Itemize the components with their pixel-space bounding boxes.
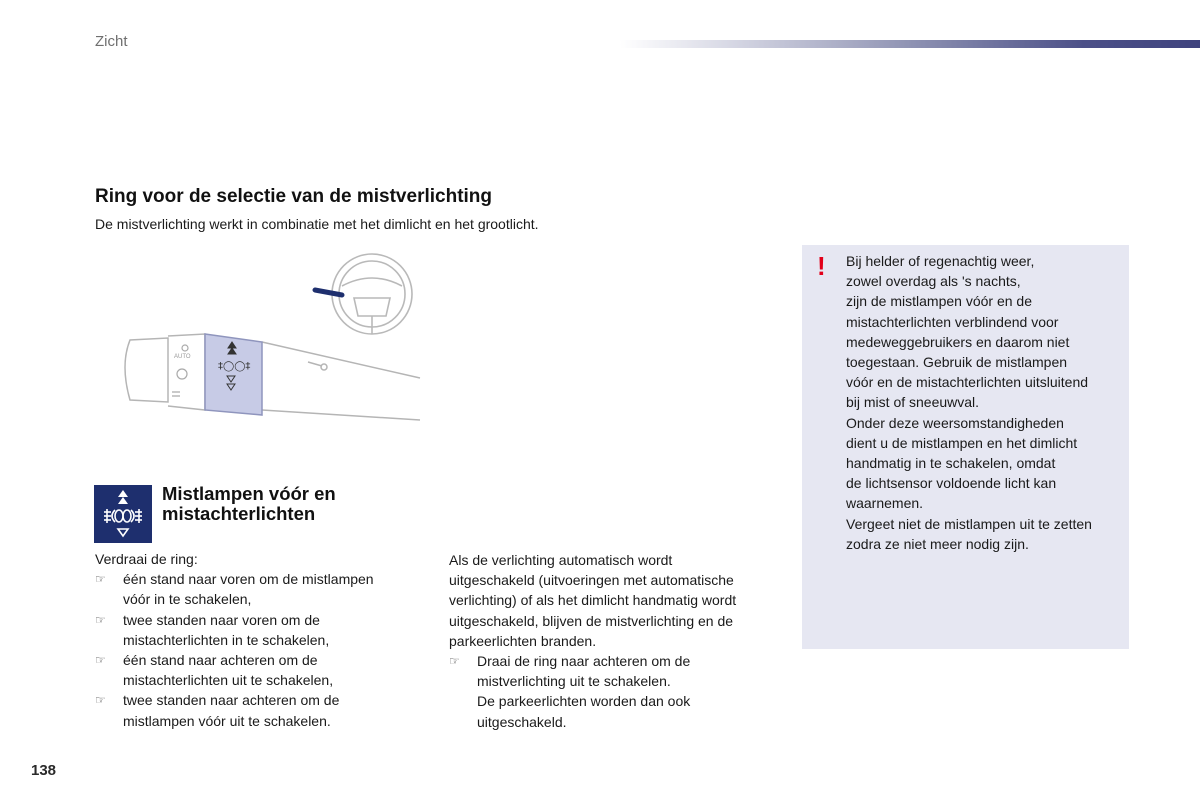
middle-column: [449, 550, 779, 732]
light-symbols-icon: [172, 345, 188, 396]
warning-line: Vergeet niet de mistlampen uit te zetten: [846, 515, 1092, 532]
list-item-text: uitgeschakeld.: [477, 713, 567, 730]
left-lead: Verdraai de ring:: [95, 551, 198, 567]
page-number: 138: [31, 762, 57, 779]
warning-icon: !: [817, 251, 826, 281]
warning-line: de lichtsensor voldoende licht kan: [846, 475, 1057, 492]
warning-line: Bij helder of regenachtig weer,: [846, 253, 1035, 269]
warning-line: vóór en de mistachterlichten uitsluitend: [846, 374, 1089, 391]
list-item-text: mistlampen vóór uit te schakelen.: [123, 712, 331, 729]
warning-text: [846, 251, 1126, 554]
pointing-hand-icon: ☞: [95, 572, 106, 587]
warning-line: dient u de mistlampen en het dimlicht: [846, 434, 1078, 451]
list-item-text: één stand naar achteren om de: [123, 652, 318, 669]
stalk-indicator-icon: [315, 290, 342, 295]
paragraph-line: verlichting) of als het dimlicht handmatig wordt: [449, 592, 737, 609]
list-item-text: mistverlichting uit te schakelen.: [477, 673, 671, 690]
list-item-text: twee standen naar achteren om de: [123, 692, 340, 709]
warning-line: waarnemen.: [846, 495, 924, 512]
paragraph-line: parkeerlichten branden.: [449, 632, 597, 649]
list-item: [95, 569, 415, 609]
list-item: [95, 650, 415, 690]
header-gradient-bar: [620, 40, 1200, 48]
fog-light-ring-illustration: [110, 250, 430, 440]
list-item-text: mistachterlichten uit te schakelen,: [123, 672, 334, 689]
warning-line: bij mist of sneeuwval.: [846, 394, 980, 411]
pointing-hand-icon: ☞: [95, 612, 106, 627]
warning-box: [802, 245, 1129, 649]
list-item-text: Draai de ring naar achteren om de: [477, 653, 691, 670]
warning-line: medeweggebruikers en daarom niet: [846, 333, 1070, 350]
list-item-text: De parkeerlichten worden dan ook: [477, 693, 691, 710]
warning-line: zowel overdag als 's nachts,: [846, 273, 1021, 290]
subsection-title-line: Mistlampen vóór en: [162, 483, 336, 504]
warning-line: zijn de mistlampen vóór en de: [846, 293, 1032, 310]
paragraph-line: uitgeschakeld (uitvoeringen met automatische: [449, 572, 734, 589]
auto-label: AUTO: [174, 354, 191, 360]
list-item-text: mistachterlichten in te schakelen,: [123, 631, 330, 648]
warning-line: mistachterlichten verblindend voor: [846, 313, 1059, 330]
warning-line: zodra ze niet meer nodig zijn.: [846, 535, 1029, 552]
list-item: [449, 651, 779, 732]
paragraph-line: uitgeschakeld, blijven de mistverlichting en de: [449, 612, 734, 629]
light-stalk-icon: [125, 334, 420, 420]
list-item-text: vóór in te schakelen,: [123, 591, 252, 608]
list-item-text: één stand naar voren om de mistlampen: [123, 571, 374, 588]
intro-text: De mistverlichting werkt in combinatie met het dimlicht en het grootlicht.: [95, 216, 539, 232]
paragraph-line: Als de verlichting automatisch wordt: [449, 552, 673, 568]
section-title: Ring voor de selectie van de mistverlichting: [95, 186, 493, 207]
subsection-title-line: mistachterlichten: [162, 503, 316, 524]
list-item: [95, 610, 415, 650]
list-item-text: twee standen naar voren om de: [123, 611, 320, 628]
warning-line: Onder deze weersomstandigheden: [846, 414, 1064, 431]
pointing-hand-icon: ☞: [449, 654, 460, 669]
pointing-hand-icon: ☞: [95, 653, 106, 668]
subsection-title: [162, 484, 402, 524]
warning-line: handmatig in te schakelen, omdat: [846, 455, 1056, 472]
section-header: Zicht: [95, 33, 128, 50]
svg-text:‡◯◯‡: ‡◯◯‡: [218, 361, 251, 372]
warning-line: toegestaan. Gebruik de mistlampen: [846, 354, 1068, 371]
fog-light-icon: [94, 485, 152, 543]
left-column: [95, 549, 415, 731]
list-item: [95, 690, 415, 730]
pointing-hand-icon: ☞: [95, 693, 106, 708]
